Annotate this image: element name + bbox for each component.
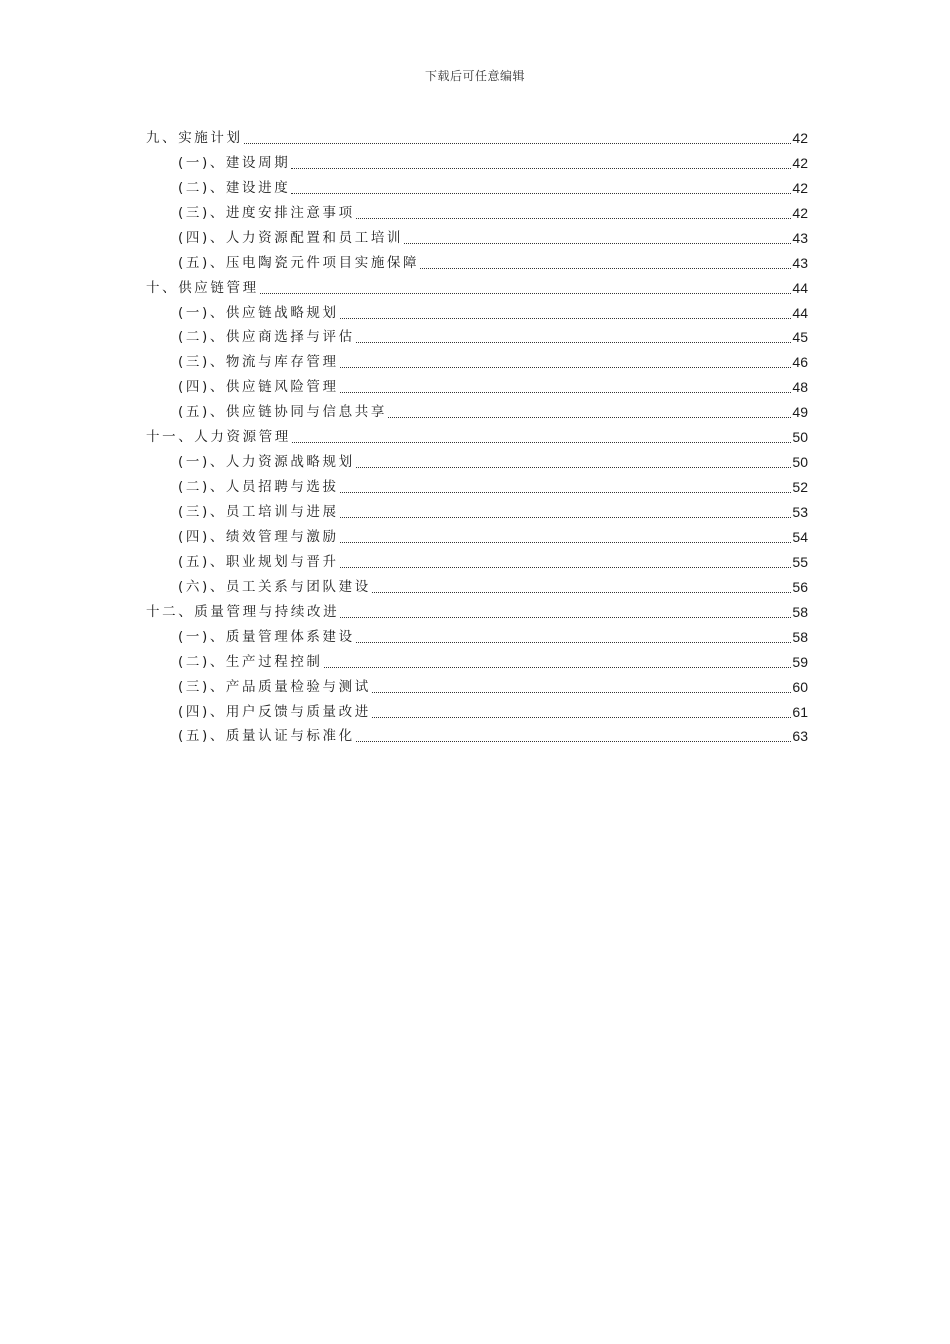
toc-section-entry[interactable]: [146, 650, 808, 675]
toc-section-entry[interactable]: [146, 151, 808, 176]
toc-dot-leader: [356, 741, 792, 742]
toc-page-number: 44: [792, 304, 808, 321]
toc-page-number: 50: [792, 429, 808, 446]
toc-dot-leader: [356, 467, 792, 468]
toc-entry-title: 十一、人力资源管理: [146, 429, 291, 446]
toc-page-number: 63: [792, 728, 808, 745]
toc-section-entry[interactable]: [146, 226, 808, 251]
toc-dot-leader: [340, 517, 792, 518]
toc-section-entry[interactable]: [146, 176, 808, 201]
toc-page-number: 43: [792, 254, 808, 271]
toc-dot-leader: [372, 592, 792, 593]
toc-page-number: 59: [792, 653, 808, 670]
toc-page-number: 42: [792, 204, 808, 221]
toc-dot-leader: [291, 193, 791, 194]
toc-page-number: 56: [792, 578, 808, 595]
toc-entry-title: (二)、生产过程控制: [178, 653, 323, 670]
toc-chapter-entry[interactable]: [146, 425, 808, 450]
toc-dot-leader: [292, 442, 792, 443]
toc-entry-title: (四)、绩效管理与激励: [178, 528, 339, 545]
toc-section-entry[interactable]: [146, 475, 808, 500]
toc-dot-leader: [340, 367, 792, 368]
toc-entry-title: (一)、人力资源战略规划: [178, 454, 355, 471]
toc-dot-leader: [260, 293, 792, 294]
toc-entry-title: (一)、质量管理体系建设: [178, 628, 355, 645]
toc-section-entry[interactable]: [146, 675, 808, 700]
toc-entry-title: (四)、用户反馈与质量改进: [178, 703, 371, 720]
toc-page-number: 58: [792, 628, 808, 645]
toc-page-number: 46: [792, 354, 808, 371]
toc-page-number: 58: [792, 603, 808, 620]
toc-dot-leader: [340, 617, 791, 618]
toc-entry-title: (三)、产品质量检验与测试: [178, 678, 371, 695]
toc-entry-title: (一)、供应链战略规划: [178, 304, 339, 321]
toc-dot-leader: [244, 143, 792, 144]
toc-page-number: 42: [792, 179, 808, 196]
toc-entry-title: 十二、质量管理与持续改进: [146, 603, 340, 620]
toc-page-number: 49: [792, 404, 808, 421]
toc-section-entry[interactable]: [146, 301, 808, 326]
toc-page-number: 43: [792, 229, 808, 246]
toc-entry-title: (四)、人力资源配置和员工培训: [178, 229, 404, 246]
toc-dot-leader: [340, 542, 792, 543]
toc-section-entry[interactable]: [146, 201, 808, 226]
toc-page-number: 55: [792, 553, 808, 570]
toc-section-entry[interactable]: [146, 550, 808, 575]
toc-section-entry[interactable]: [146, 525, 808, 550]
toc-dot-leader: [356, 218, 792, 219]
page-header: 下载后可任意编辑: [424, 69, 525, 83]
toc-entry-title: (二)、供应商选择与评估: [178, 329, 355, 346]
toc-dot-leader: [324, 667, 792, 668]
toc-page-number: 50: [792, 454, 808, 471]
toc-section-entry[interactable]: [146, 251, 808, 276]
toc-dot-leader: [356, 642, 792, 643]
toc-dot-leader: [340, 392, 792, 393]
toc-entry-title: (三)、进度安排注意事项: [178, 204, 355, 221]
table-of-contents: [146, 126, 808, 749]
toc-section-entry[interactable]: [146, 575, 808, 600]
toc-section-entry[interactable]: [146, 725, 808, 750]
toc-page-number: 54: [792, 528, 808, 545]
toc-section-entry[interactable]: [146, 350, 808, 375]
toc-section-entry[interactable]: [146, 700, 808, 725]
toc-page-number: 60: [792, 678, 808, 695]
toc-page-number: 42: [792, 129, 808, 146]
toc-page-number: 52: [792, 479, 808, 496]
toc-dot-leader: [388, 417, 791, 418]
toc-page-number: 48: [792, 379, 808, 396]
toc-page-number: 42: [792, 154, 808, 171]
toc-page-number: 53: [792, 504, 808, 521]
toc-entry-title: (三)、员工培训与进展: [178, 504, 339, 521]
toc-chapter-entry[interactable]: [146, 600, 808, 625]
toc-section-entry[interactable]: [146, 326, 808, 351]
toc-entry-title: (一)、建设周期: [178, 154, 291, 171]
toc-dot-leader: [340, 567, 792, 568]
toc-page-number: 44: [792, 279, 808, 296]
toc-dot-leader: [291, 168, 791, 169]
toc-entry-title: (三)、物流与库存管理: [178, 354, 339, 371]
toc-dot-leader: [340, 492, 792, 493]
toc-section-entry[interactable]: [146, 450, 808, 475]
toc-entry-title: (五)、职业规划与晋升: [178, 553, 339, 570]
toc-dot-leader: [420, 268, 791, 269]
toc-entry-title: (五)、供应链协同与信息共享: [178, 404, 387, 421]
toc-dot-leader: [372, 692, 792, 693]
toc-entry-title: (六)、员工关系与团队建设: [178, 578, 371, 595]
toc-entry-title: (二)、建设进度: [178, 179, 291, 196]
toc-chapter-entry[interactable]: [146, 276, 808, 301]
toc-entry-title: (二)、人员招聘与选拔: [178, 479, 339, 496]
toc-section-entry[interactable]: [146, 375, 808, 400]
toc-entry-title: 十、供应链管理: [146, 279, 259, 296]
toc-entry-title: (五)、质量认证与标准化: [178, 728, 355, 745]
toc-dot-leader: [404, 243, 791, 244]
toc-dot-leader: [356, 342, 792, 343]
toc-chapter-entry[interactable]: [146, 126, 808, 151]
toc-dot-leader: [340, 318, 792, 319]
toc-section-entry[interactable]: [146, 500, 808, 525]
toc-page-number: 45: [792, 329, 808, 346]
toc-entry-title: (四)、供应链风险管理: [178, 379, 339, 396]
toc-dot-leader: [372, 717, 792, 718]
toc-section-entry[interactable]: [146, 400, 808, 425]
toc-section-entry[interactable]: [146, 625, 808, 650]
toc-entry-title: (五)、压电陶瓷元件项目实施保障: [178, 254, 420, 271]
toc-page-number: 61: [792, 703, 808, 720]
toc-entry-title: 九、实施计划: [146, 129, 243, 146]
